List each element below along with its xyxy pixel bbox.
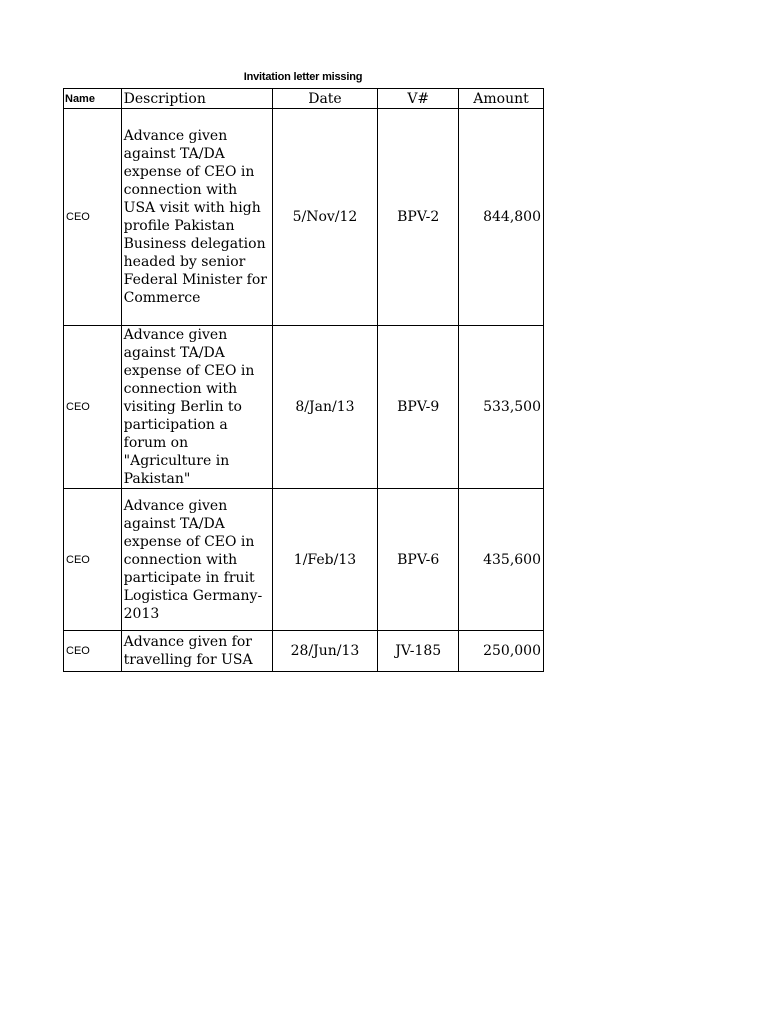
header-date: Date xyxy=(272,89,378,109)
table-title: Invitation letter missing xyxy=(243,71,363,83)
row-date: 28/Jun/13 xyxy=(272,631,378,672)
row-name: CEO xyxy=(64,631,122,672)
row-voucher: BPV-6 xyxy=(378,489,459,631)
advances-table xyxy=(63,88,544,672)
table-row xyxy=(64,326,544,489)
table-row xyxy=(64,489,544,631)
row-description: Advance given against TA/DA expense of CEO in connection with participate in fruit Logistica Germany-2013 xyxy=(121,489,272,631)
header-amount: Amount xyxy=(459,89,544,109)
row-voucher: BPV-2 xyxy=(378,109,459,326)
row-description: Advance given against TA/DA expense of CEO in connection with USA visit with high profile Pakistan Business delegation headed by senior Federal Minister for Commerce xyxy=(121,109,272,326)
header-voucher: V# xyxy=(378,89,459,109)
row-amount: 844,800 xyxy=(459,109,544,326)
row-description: Advance given against TA/DA expense of CEO in connection with visiting Berlin to participation a forum on "Agriculture in Pakistan" xyxy=(121,326,272,489)
row-date: 8/Jan/13 xyxy=(272,326,378,489)
header-description: Description xyxy=(121,89,272,109)
row-name: CEO xyxy=(64,109,122,326)
row-amount: 533,500 xyxy=(459,326,544,489)
table-row xyxy=(64,631,544,672)
table-row xyxy=(64,109,544,326)
row-description: Advance given for travelling for USA xyxy=(121,631,272,672)
row-date: 1/Feb/13 xyxy=(272,489,378,631)
row-voucher: BPV-9 xyxy=(378,326,459,489)
header-name: Name xyxy=(64,89,122,109)
row-date: 5/Nov/12 xyxy=(272,109,378,326)
row-amount: 435,600 xyxy=(459,489,544,631)
row-amount: 250,000 xyxy=(459,631,544,672)
row-name: CEO xyxy=(64,489,122,631)
table-header-row xyxy=(64,89,544,109)
row-voucher: JV-185 xyxy=(378,631,459,672)
row-name: CEO xyxy=(64,326,122,489)
